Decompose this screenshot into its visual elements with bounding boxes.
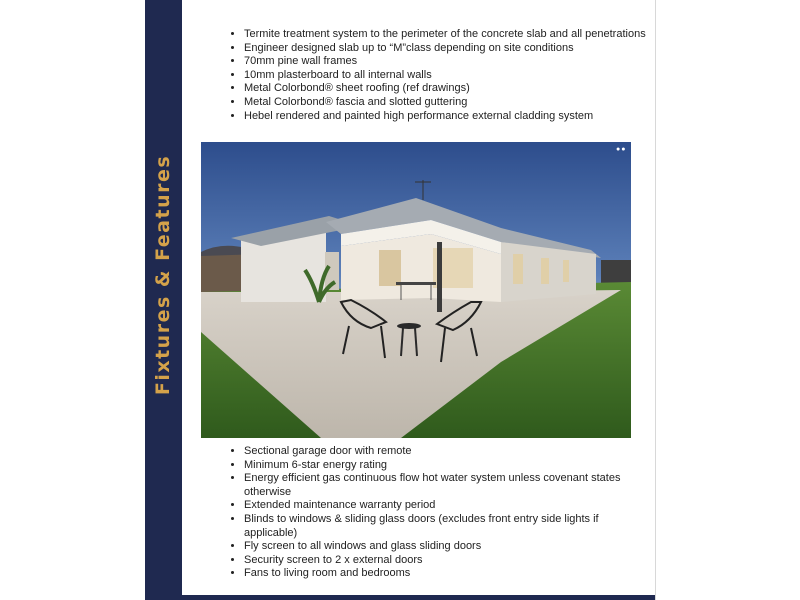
list-item: • 10mm plasterboard to all internal walls <box>244 69 654 83</box>
list-item: • Minimum 6-star energy rating <box>244 459 654 473</box>
list-item: • Blinds to windows & sliding glass doors (excludes front entry side lights if applicable) <box>244 513 654 540</box>
list-item: • Hebel rendered and painted high performance external cladding system <box>244 110 654 124</box>
page-edge-divider <box>655 0 656 600</box>
list-item: • Energy efficient gas continuous flow hot water system unless covenant states otherwise <box>244 472 654 499</box>
list-item: • Fans to living room and bedrooms <box>244 567 654 581</box>
list-item: • Sectional garage door with remote <box>244 445 654 459</box>
list-item: • 70mm pine wall frames <box>244 55 654 69</box>
list-item: • Extended maintenance warranty period <box>244 499 654 513</box>
list-item: • Fly screen to all windows and glass sliding doors <box>244 540 654 554</box>
gallery-dots-icon: ●● <box>616 146 627 153</box>
list-item: • Termite treatment system to the perimeter of the concrete slab and all penetrations <box>244 28 654 42</box>
list-item: • Security screen to 2 x external doors <box>244 554 654 568</box>
list-item: • Metal Colorbond® fascia and slotted guttering <box>244 96 654 110</box>
house-exterior-photo <box>201 142 631 438</box>
bottom-feature-list <box>228 445 654 581</box>
list-item: • Metal Colorbond® sheet roofing (ref drawings) <box>244 82 654 96</box>
list-item: • Engineer designed slab up to “M”class depending on site conditions <box>244 42 654 56</box>
top-feature-list <box>228 28 654 123</box>
bottom-accent-bar <box>182 595 655 600</box>
section-title: Fixtures & Features <box>152 154 174 396</box>
